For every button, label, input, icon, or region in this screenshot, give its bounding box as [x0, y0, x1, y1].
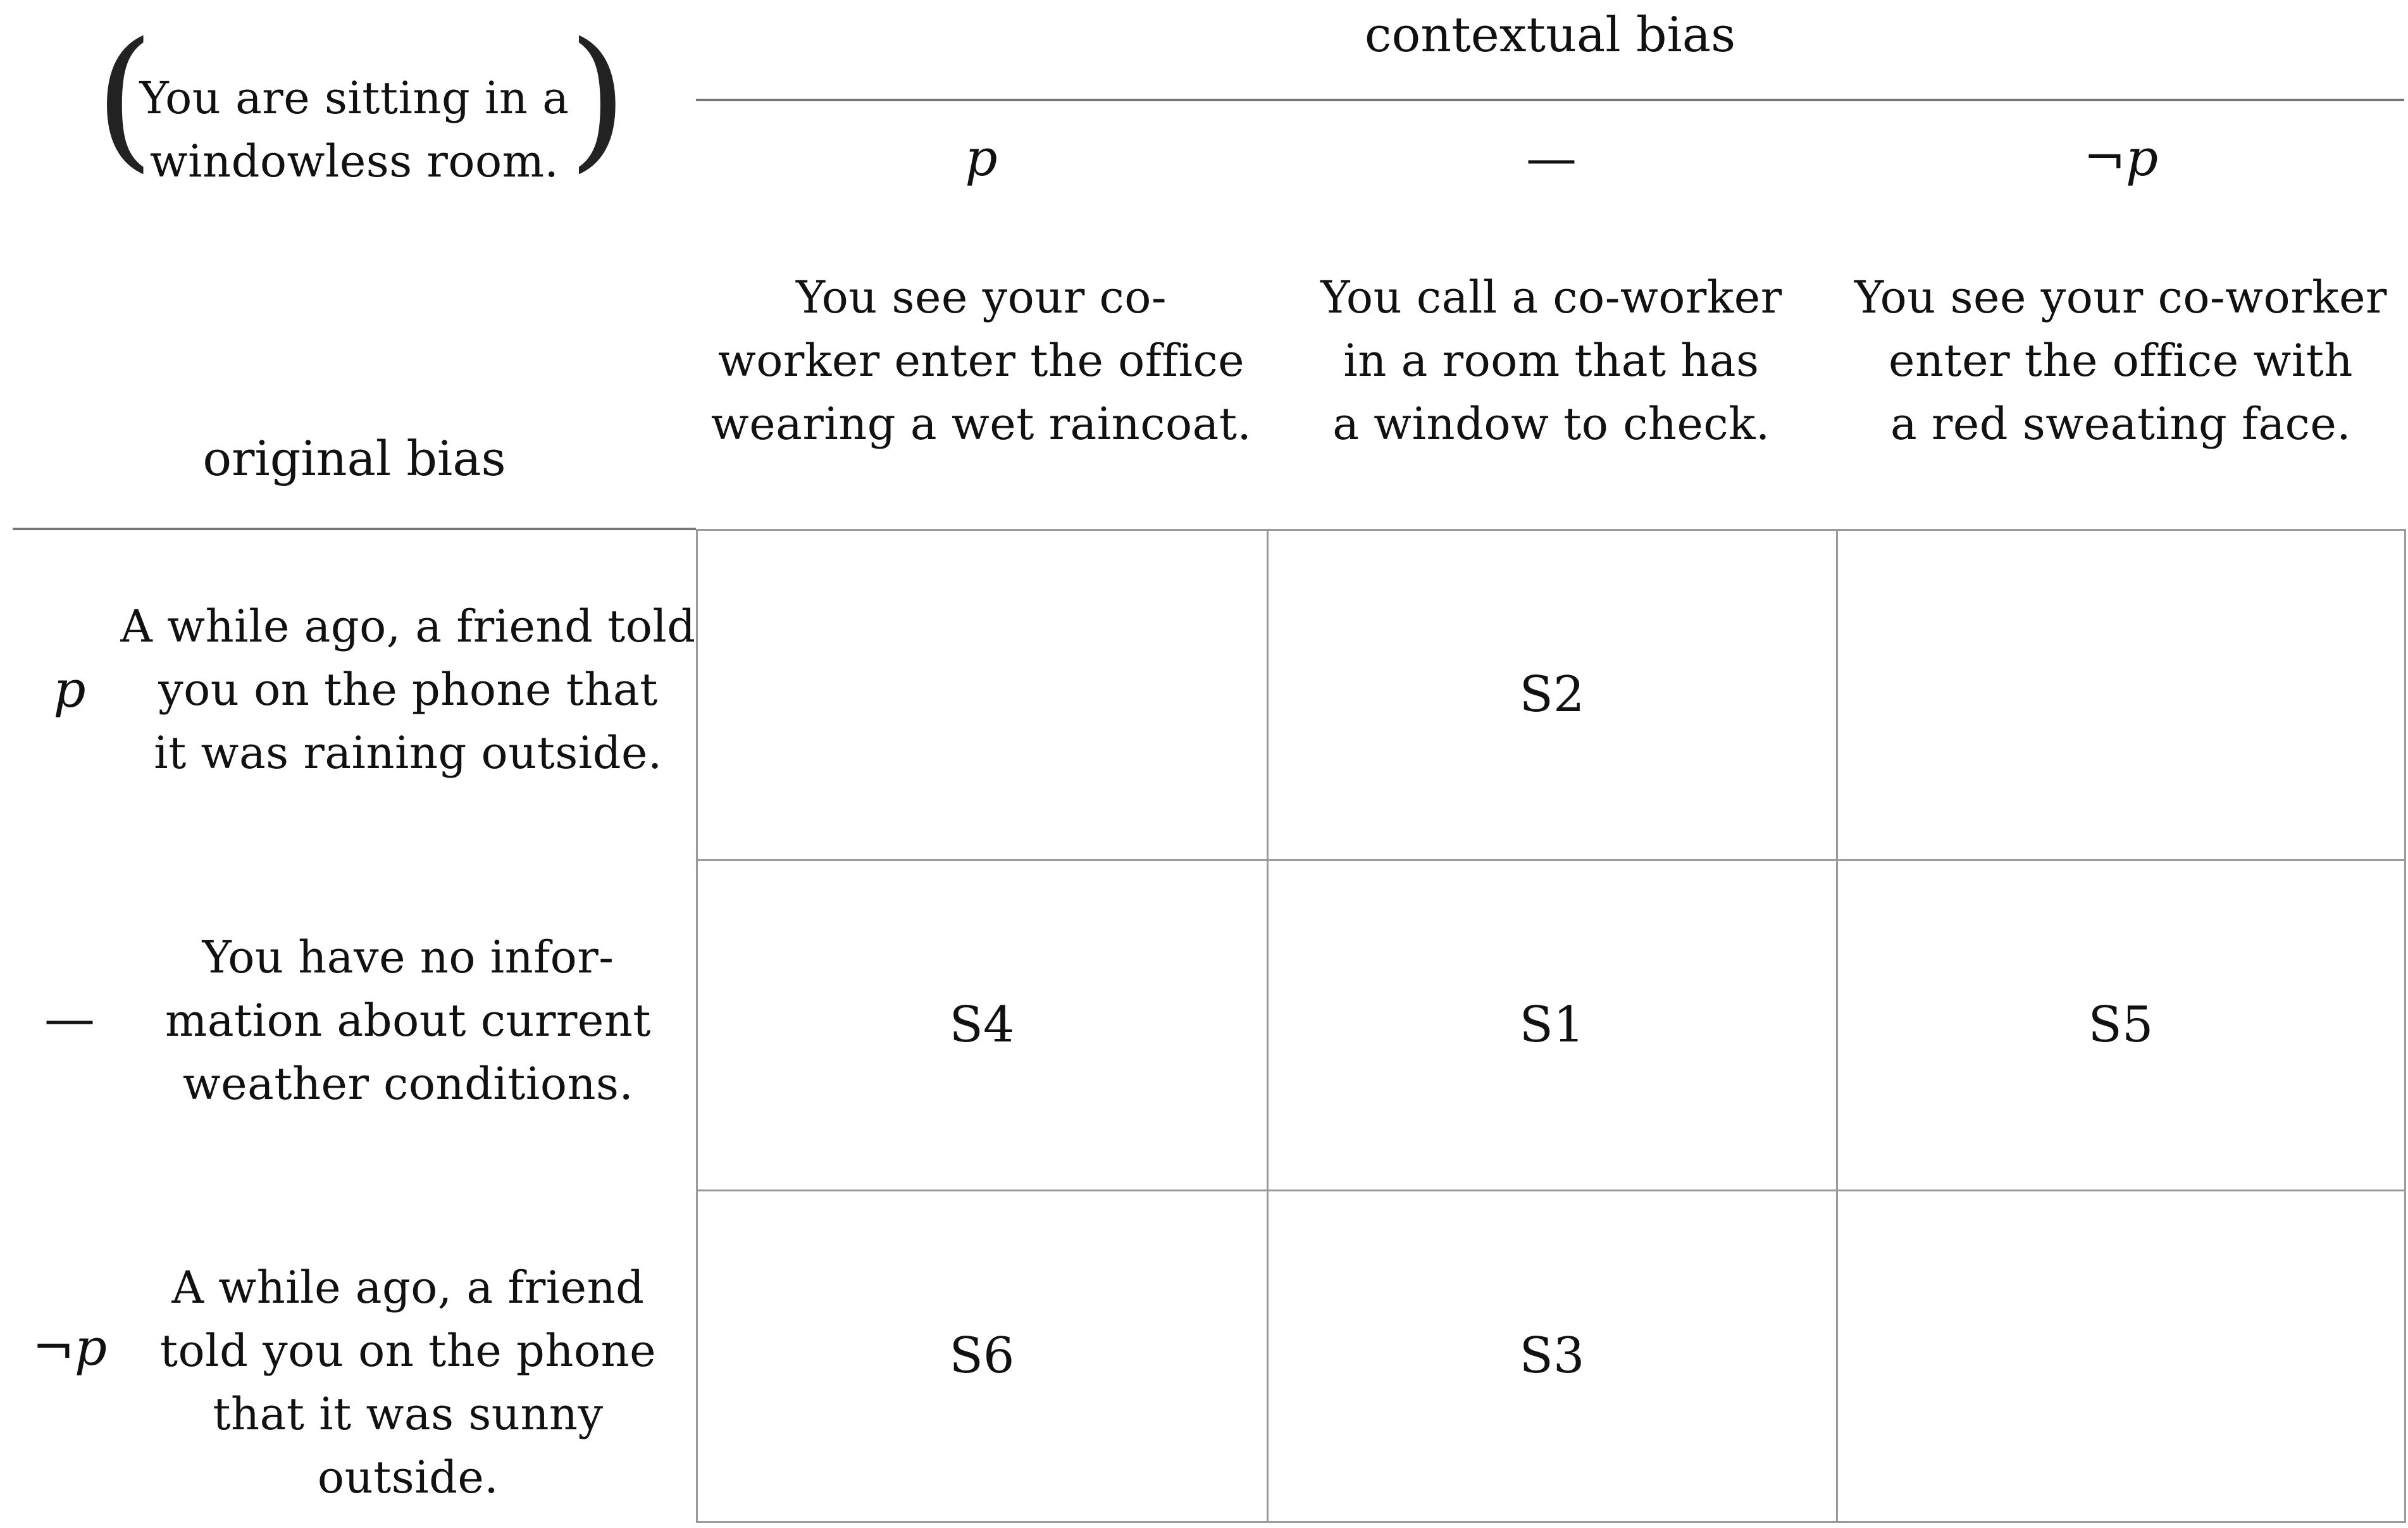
scenario-text: You are sitting in a windowless room.	[139, 72, 569, 187]
row-symbol-not-p: ¬p	[32, 1318, 108, 1377]
column-symbol-p: p	[965, 128, 998, 187]
grid-cell-r2-c3: S5	[2088, 997, 2154, 1053]
grid-cell-r2-c1: S4	[949, 997, 1015, 1053]
grid-cell-r1-c1	[697, 530, 1267, 859]
row-description-none: You have no infor- mation about current weather conditions.	[164, 931, 652, 1110]
original-bias-rule	[13, 528, 696, 530]
row-symbol-none: —	[44, 989, 95, 1048]
open-parenthesis: (	[95, 9, 154, 187]
column-symbol-not-p: ¬p	[2083, 128, 2159, 187]
original-bias-title: original bias	[202, 430, 506, 487]
grid-cell-r1-c2: S2	[1519, 666, 1585, 723]
grid-cell-r3-c3	[1837, 1191, 2404, 1521]
contextual-bias-rule	[696, 99, 2404, 101]
grid-cell-r3-c2: S3	[1519, 1327, 1585, 1384]
contextual-bias-title: contextual bias	[1364, 6, 1736, 63]
row-description-p: A while ago, a friend told you on the phone that it was raining outside.	[120, 600, 696, 779]
grid-line-bottom	[696, 1521, 2406, 1523]
row-symbol-p: p	[53, 660, 86, 719]
column-description-none: You call a co-worker in a room that has a window to check.	[1320, 271, 1782, 450]
column-symbol-none: —	[1526, 128, 1577, 187]
column-description-not-p: You see your co-worker enter the office with a red sweating face.	[1854, 271, 2387, 450]
grid-cell-r3-c1: S6	[949, 1327, 1015, 1384]
column-description-p: You see your co- worker enter the office wearing a wet raincoat.	[711, 271, 1252, 450]
grid-cell-r1-c3	[1837, 530, 2404, 859]
grid-line-right	[2404, 529, 2406, 1523]
close-parenthesis: )	[568, 9, 628, 187]
grid-cell-r2-c2: S1	[1519, 997, 1585, 1053]
row-description-not-p: A while ago, a friend told you on the phone that it was sunny outside.	[159, 1262, 657, 1503]
